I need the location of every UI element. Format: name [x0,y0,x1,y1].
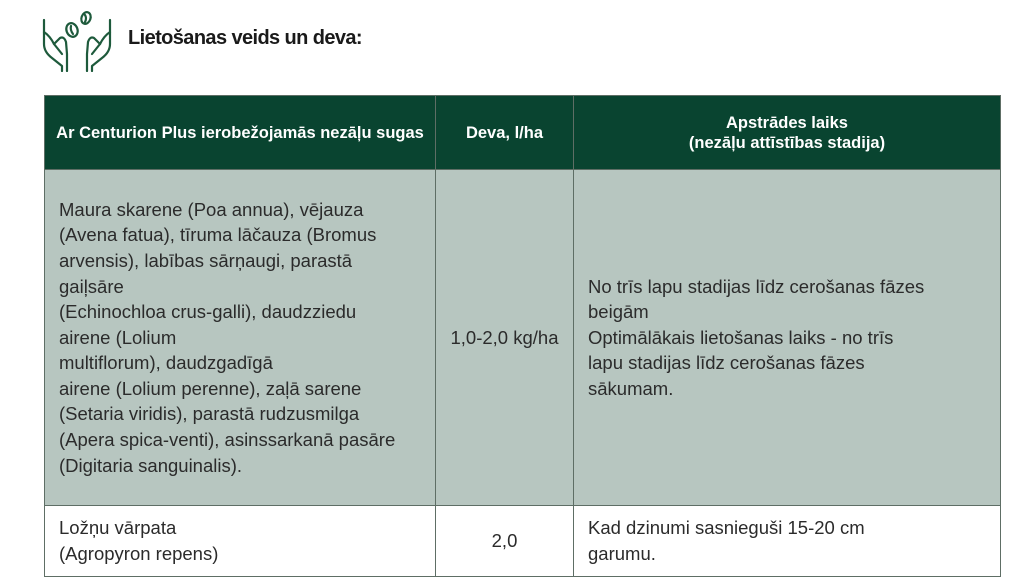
dosage-table [44,95,1001,577]
dose-cell: 1,0-2,0 kg/ha [436,170,574,506]
table-header-row [45,96,1001,170]
section-heading: Lietošanas veids un deva: [128,27,362,49]
timing-cell: No trīs lapu stadijas līdz cerošanas fāzes beigām Optimālākais lietošanas laiks - no trīs lapu stadijas līdz cerošanas fāzes sākumam. [574,170,1001,506]
column-header-dose: Deva, l/ha [436,96,574,170]
timing-cell: Kad dzinumi sasnieguši 15-20 cm garumu. [574,506,1001,577]
table-row [45,170,1001,506]
column-header-species: Ar Centurion Plus ierobežojamās nezāļu sugas [45,96,436,170]
column-header-timing: Apstrādes laiks (nezāļu attīstības stadija) [574,96,1001,170]
hands-with-seeds-icon [40,8,114,72]
species-cell: Ložņu vārpata (Agropyron repens) [45,506,436,577]
table-row [45,506,1001,577]
dose-cell: 2,0 [436,506,574,577]
species-cell: Maura skarene (Poa annua), vējauza (Avena fatua), tīruma lāčauza (Bromus arvensis), labības sārņaugi, parastā gaiļsāre (Echinochloa crus-galli), daudzziedu airene (Lolium multiflorum), daudzgadīgā airene (Lolium perenne), zaļā sarene (Setaria viridis), parastā rudzusmilga (Apera spica-venti), asinssarkanā pasāre (Digitaria sanguinalis). [45,170,436,506]
